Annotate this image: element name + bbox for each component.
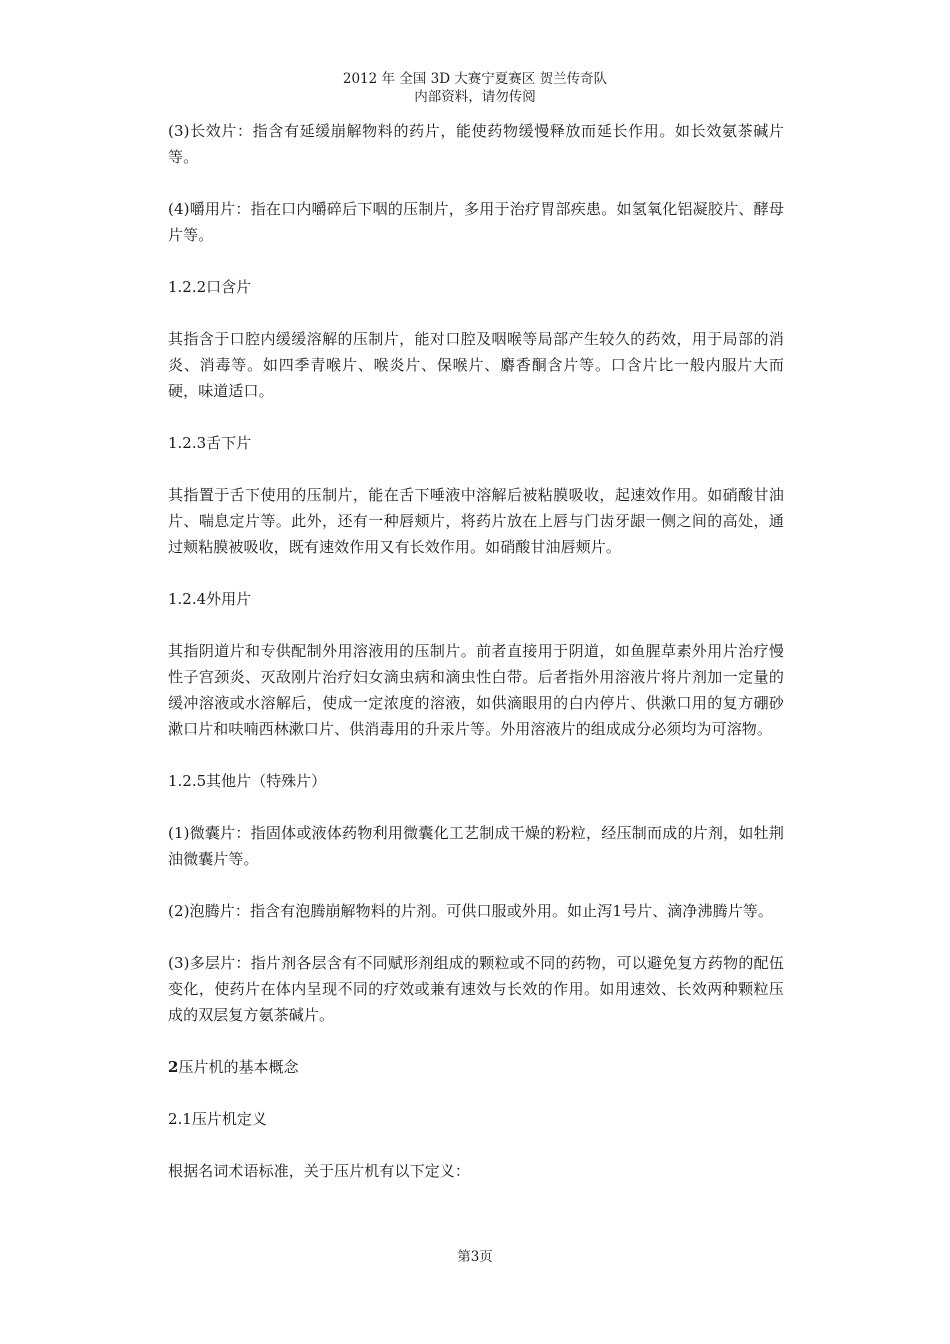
paragraph-microcapsule-tablet: (1)微囊片：指固体或液体药物利用微囊化工艺制成干燥的粉粒，经压制而成的片剂，如牡荆油微囊片等。 [168, 824, 784, 868]
heading-2-text: 压片机的基本概念 [178, 1058, 299, 1076]
heading-1-2-2: 1.2.2口含片 [168, 278, 252, 296]
paragraph-external-tablet: 其指阴道片和专供配制外用溶液用的压制片。前者直接用于阴道，如鱼腥草素外用片治疗慢性子宫颈炎、灭敌刚片治疗妇女滴虫病和滴虫性白带。后者指外用溶液片将片剂加一定量的缓冲溶液或水溶解后，使成一定浓度的溶液，如供滴眼用的白内停片、供漱口用的复方硼砂漱口片和呋喃西林漱口片、供消毒用的升汞片等。外用溶液片的组成成分必须均为可溶物。 [168, 642, 784, 738]
heading-1-2-3: 1.2.3舌下片 [168, 434, 252, 452]
heading-2 [168, 1054, 784, 1080]
paragraph-sublingual-tablet: 其指置于舌下使用的压制片，能在舌下唾液中溶解后被粘膜吸收，起速效作用。如硝酸甘油片、喘息定片等。此外，还有一种唇颊片，将药片放在上唇与门齿牙龈一侧之间的高处，通过颊粘膜被吸收，既有速效作用又有长效作用。如硝酸甘油唇颊片。 [168, 486, 784, 556]
page-header [0, 70, 950, 106]
paragraph-long-acting-tablet: (3)长效片：指含有延缓崩解物料的药片，能使药物缓慢释放而延长作用。如长效氨茶碱片等。 [168, 122, 784, 166]
paragraph-multilayer-tablet: (3)多层片：指片剂各层含有不同赋形剂组成的颗粒或不同的药物，可以避免复方药物的配伍变化，使药片在体内呈现不同的疗效或兼有速效与长效的作用。如用速效、长效两种颗粒压成的双层复方氨茶碱片。 [168, 954, 784, 1024]
page-number: 第3页 [457, 1249, 493, 1265]
heading-1-2-5: 1.2.5其他片（特殊片） [168, 772, 327, 790]
heading-1-2-4: 1.2.4外用片 [168, 590, 252, 608]
header-line-1: 2012 年 全国 3D 大赛宁夏赛区 贺兰传奇队 [342, 71, 608, 87]
paragraph-chewable-tablet: (4)嚼用片：指在口内嚼碎后下咽的压制片，多用于治疗胃部疾患。如氢氧化铝凝胶片、酵母片等。 [168, 200, 784, 244]
heading-2-number: 2 [168, 1058, 179, 1076]
heading-2-1: 2.1压片机定义 [168, 1110, 267, 1128]
document-body [168, 118, 784, 1184]
paragraph-definition-intro: 根据名词术语标准，关于压片机有以下定义： [168, 1162, 471, 1180]
paragraph-effervescent-tablet: (2)泡腾片：指含有泡腾崩解物料的片剂。可供口服或外用。如止泻1号片、滴净沸腾片等。 [168, 902, 773, 920]
paragraph-buccal-tablet: 其指含于口腔内缓缓溶解的压制片，能对口腔及咽喉等局部产生较久的药效，用于局部的消炎、消毒等。如四季青喉片、喉炎片、保喉片、麝香酮含片等。口含片比一般内服片大而硬，味道适口。 [168, 330, 784, 400]
header-line-2: 内部资料，请勿传阅 [414, 89, 536, 105]
